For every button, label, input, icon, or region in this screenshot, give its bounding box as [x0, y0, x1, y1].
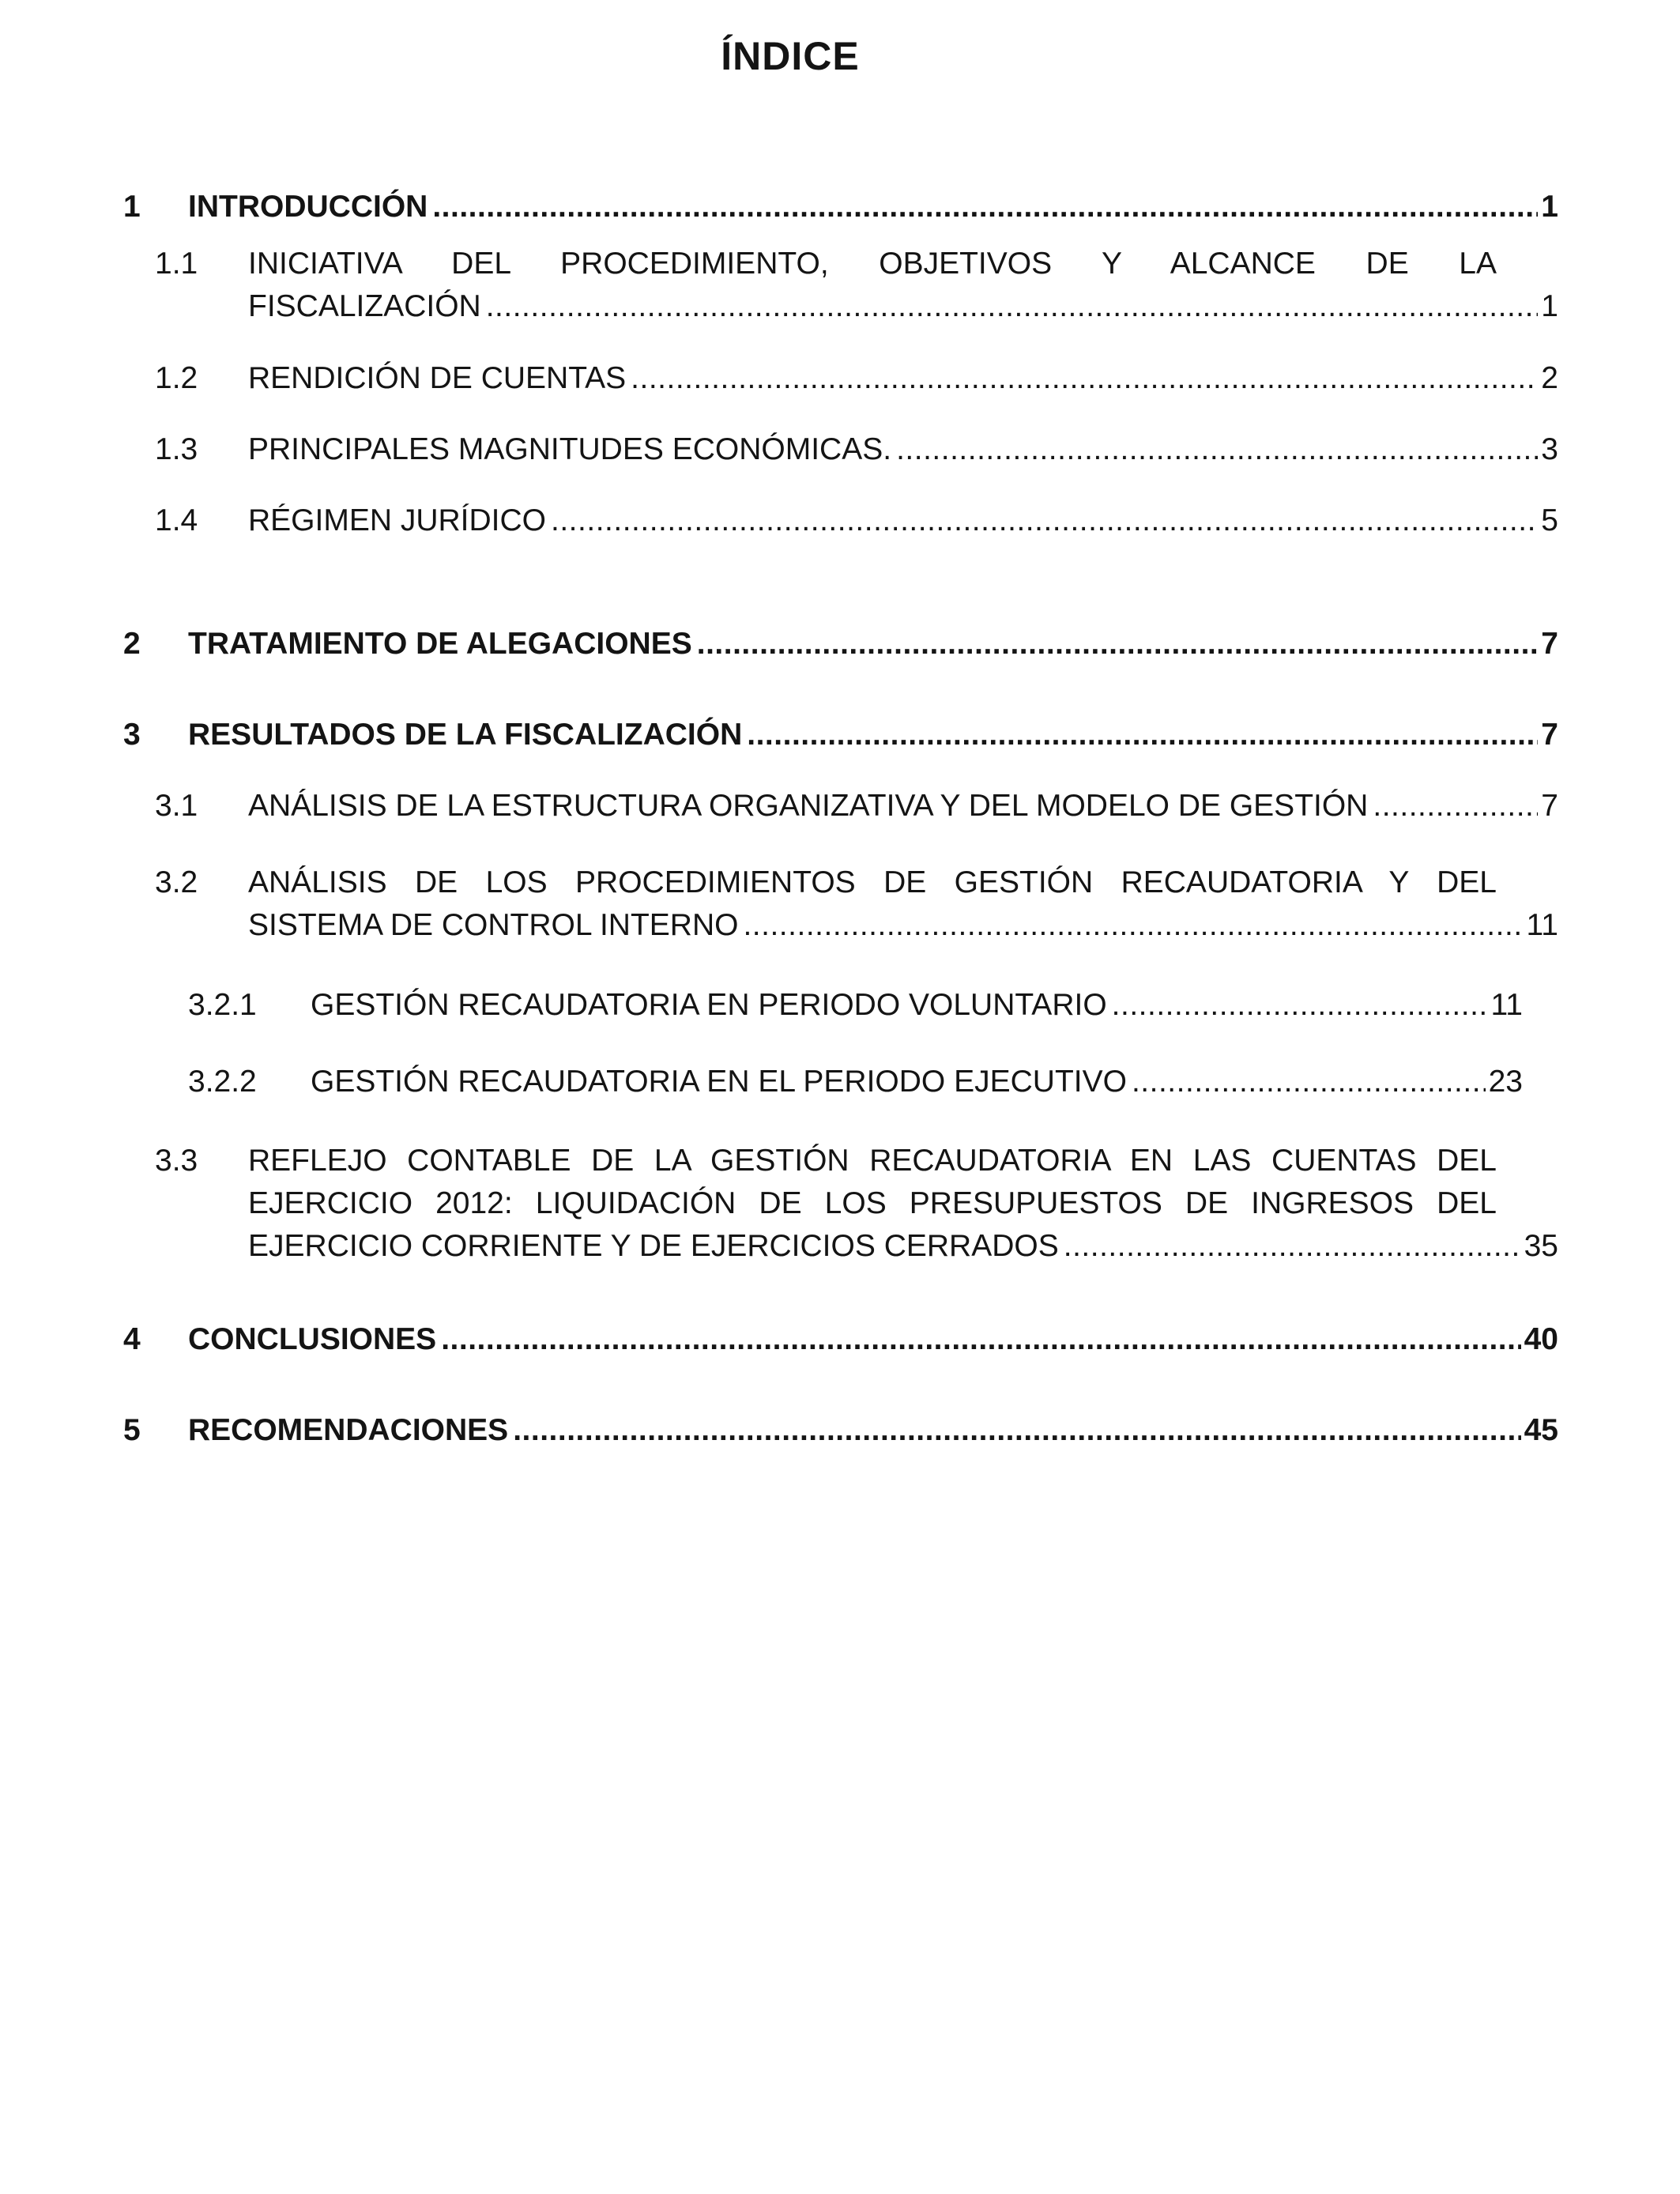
toc-title-line: REFLEJO CONTABLE DE LA GESTIÓN RECAUDATORIA EN LAS CUENTAS DEL — [248, 1144, 1497, 1178]
toc-number: 5 — [123, 1413, 141, 1447]
toc-number: 3.1 — [155, 789, 198, 823]
dot-leader — [551, 499, 1538, 542]
toc-number: 1.3 — [155, 432, 198, 466]
toc-title-line: EJERCICIO 2012: LIQUIDACIÓN DE LOS PRESUPUESTOS DE INGRESOS DEL — [248, 1186, 1497, 1220]
toc-title: GESTIÓN RECAUDATORIA EN PERIODO VOLUNTARIO — [311, 988, 1107, 1022]
toc-number: 4 — [123, 1322, 141, 1356]
toc-page-number: 1 — [1541, 289, 1558, 323]
toc-number: 3.3 — [155, 1144, 198, 1178]
toc-title: PRINCIPALES MAGNITUDES ECONÓMICAS. — [248, 432, 892, 466]
dot-leader — [513, 1409, 1520, 1452]
dot-leader — [697, 623, 1539, 665]
toc-title: RENDICIÓN DE CUENTAS — [248, 361, 627, 395]
toc-title: CONCLUSIONES — [188, 1322, 437, 1356]
dot-leader — [432, 186, 1538, 228]
toc-page-number: 7 — [1541, 789, 1558, 823]
toc-page-number: 7 — [1541, 627, 1558, 661]
toc-title-line: EJERCICIO CORRIENTE Y DE EJERCICIOS CERRADOS — [248, 1229, 1059, 1263]
toc-number: 3.2.1 — [188, 988, 257, 1022]
toc-page-number: 5 — [1541, 503, 1558, 537]
toc-number: 1 — [123, 190, 141, 224]
page-title: ÍNDICE — [721, 34, 860, 78]
toc-number: 1.2 — [155, 361, 198, 395]
dot-leader — [1112, 984, 1488, 1027]
toc-number: 2 — [123, 627, 141, 661]
dot-leader — [486, 285, 1539, 328]
toc-title: ANÁLISIS DE LA ESTRUCTURA ORGANIZATIVA Y DEL MODELO DE GESTIÓN — [248, 789, 1369, 823]
dot-leader — [743, 904, 1523, 947]
toc-page-number: 3 — [1541, 432, 1558, 466]
toc-page-number: 11 — [1490, 988, 1523, 1022]
toc-number: 1.1 — [155, 247, 198, 281]
toc-title: TRATAMIENTO DE ALEGACIONES — [188, 627, 692, 661]
toc-title: RÉGIMEN JURÍDICO — [248, 503, 547, 537]
toc-page-number: 7 — [1541, 718, 1558, 752]
toc-title: RESULTADOS DE LA FISCALIZACIÓN — [188, 718, 743, 752]
toc-number: 3 — [123, 718, 141, 752]
dot-leader — [1373, 785, 1538, 827]
dot-leader — [631, 357, 1538, 400]
toc-page-number: 35 — [1524, 1229, 1558, 1263]
toc-page-number: 1 — [1541, 190, 1558, 224]
toc-page-number: 40 — [1524, 1322, 1558, 1356]
toc-title: GESTIÓN RECAUDATORIA EN EL PERIODO EJECUTIVO — [311, 1065, 1127, 1099]
toc-title-line: ANÁLISIS DE LOS PROCEDIMIENTOS DE GESTIÓN RECAUDATORIA Y DEL — [248, 865, 1497, 899]
toc-page-number: 23 — [1488, 1065, 1523, 1099]
toc-title-line: FISCALIZACIÓN — [248, 289, 481, 323]
toc-title: INTRODUCCIÓN — [188, 190, 428, 224]
toc-number: 1.4 — [155, 503, 198, 537]
toc-title: RECOMENDACIONES — [188, 1413, 509, 1447]
dot-leader — [896, 428, 1538, 471]
toc-page-number: 11 — [1526, 908, 1558, 942]
toc-page-number: 2 — [1541, 361, 1558, 395]
dot-leader — [747, 714, 1538, 756]
dot-leader — [441, 1318, 1520, 1361]
toc-page-number: 45 — [1524, 1413, 1558, 1447]
toc-title-line: SISTEMA DE CONTROL INTERNO — [248, 908, 739, 942]
toc-number: 3.2.2 — [188, 1065, 257, 1099]
dot-leader — [1064, 1225, 1521, 1268]
toc-title-line: INICIATIVA DEL PROCEDIMIENTO, OBJETIVOS Y ALCANCE DE LA — [248, 247, 1497, 281]
toc-number: 3.2 — [155, 865, 198, 899]
dot-leader — [1132, 1061, 1486, 1103]
